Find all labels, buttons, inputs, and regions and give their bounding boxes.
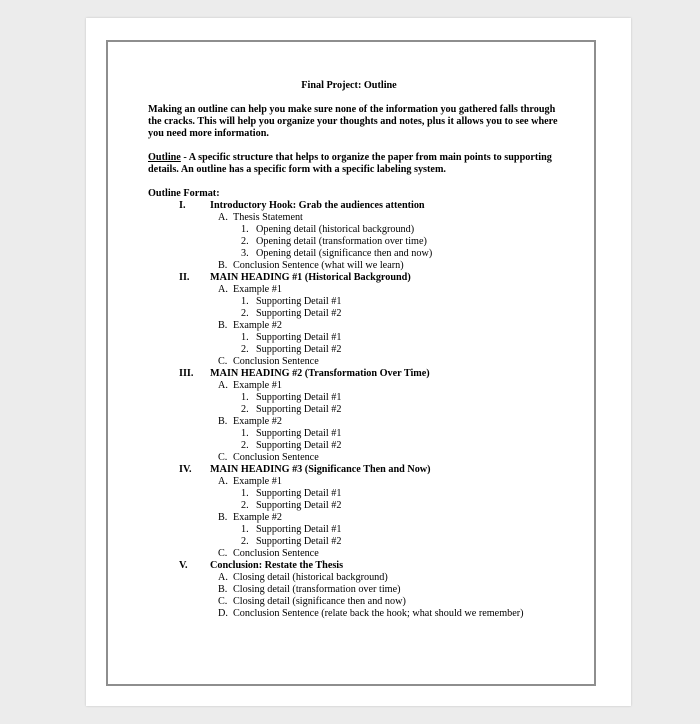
outline-item-label: A. — [218, 212, 228, 223]
outline-detail-label: 2. — [241, 404, 249, 415]
outline-detail-text: Supporting Detail #2 — [256, 536, 342, 547]
outline-section-heading-text: MAIN HEADING #3 (Significance Then and Now) — [210, 464, 431, 475]
outline-item-label: A. — [218, 476, 228, 487]
outline-detail — [148, 236, 568, 248]
outline-detail-text: Opening detail (significance then and now) — [256, 248, 433, 259]
outline-item-text: Conclusion Sentence — [233, 356, 319, 367]
outline-detail — [148, 296, 568, 308]
outline-item — [148, 452, 568, 464]
outline-detail-label: 2. — [241, 536, 249, 547]
outline-section-heading-label: III. — [179, 368, 194, 379]
outline-section-heading — [148, 272, 568, 284]
outline-section-heading — [148, 464, 568, 476]
outline-detail — [148, 404, 568, 416]
outline-item — [148, 260, 568, 272]
outline-detail-text: Supporting Detail #2 — [256, 344, 342, 355]
outline-detail — [148, 308, 568, 320]
outline-item-text: Conclusion Sentence — [233, 548, 319, 559]
intro-paragraph: Making an outline can help you make sure none of the information you gathered falls through the cracks. This will help you organize your thoughts and notes, plus it allows you to see where you need more information. — [148, 104, 558, 139]
outline-detail-label: 1. — [241, 428, 249, 439]
outline-item — [148, 476, 568, 488]
outline-item-text: Example #2 — [233, 512, 282, 523]
outline-detail-text: Supporting Detail #2 — [256, 404, 342, 415]
outline-detail-text: Supporting Detail #1 — [256, 392, 342, 403]
outline-item-label: C. — [218, 548, 228, 559]
outline-detail — [148, 248, 568, 260]
document-body — [148, 80, 568, 620]
outline-detail-label: 1. — [241, 392, 249, 403]
outline-detail-text: Supporting Detail #1 — [256, 296, 342, 307]
outline-item-text: Thesis Statement — [233, 212, 303, 223]
outline-item-text: Closing detail (historical background) — [233, 572, 388, 583]
outline-detail-text: Supporting Detail #1 — [256, 488, 342, 499]
outline-item-text: Example #1 — [233, 380, 282, 391]
definition-paragraph — [148, 152, 568, 176]
outline-section-heading-text: Conclusion: Restate the Thesis — [210, 560, 344, 571]
outline-section-heading-label: V. — [179, 560, 188, 571]
outline-format-label: Outline Format: — [148, 188, 220, 199]
outline-item-text: Example #2 — [233, 416, 282, 427]
outline-item-label: A. — [218, 284, 228, 295]
outline-detail-label: 1. — [241, 488, 249, 499]
outline-list — [148, 200, 568, 620]
outline-detail-label: 3. — [241, 248, 249, 259]
outline-detail — [148, 500, 568, 512]
outline-detail — [148, 344, 568, 356]
outline-item — [148, 212, 568, 224]
outline-detail-text: Supporting Detail #1 — [256, 332, 342, 343]
outline-detail — [148, 392, 568, 404]
outline-section-heading-text: MAIN HEADING #2 (Transformation Over Time) — [210, 368, 430, 379]
outline-detail-text: Supporting Detail #2 — [256, 440, 342, 451]
outline-detail-text: Opening detail (transformation over time) — [256, 236, 427, 247]
outline-item-text: Example #2 — [233, 320, 282, 331]
outline-section-heading — [148, 368, 568, 380]
outline-item-text: Conclusion Sentence (what will we learn) — [233, 260, 404, 271]
outline-item — [148, 416, 568, 428]
outline-item-label: D. — [218, 608, 228, 619]
outline-item-label: A. — [218, 380, 228, 391]
definition-term: Outline — [148, 152, 181, 163]
outline-item-label: A. — [218, 572, 228, 583]
outline-detail-label: 1. — [241, 224, 249, 235]
outline-item — [148, 284, 568, 296]
outline-item-text: Example #1 — [233, 476, 282, 487]
outline-detail — [148, 488, 568, 500]
document-page — [86, 18, 631, 706]
outline-detail-label: 1. — [241, 332, 249, 343]
outline-item-text: Closing detail (significance then and now) — [233, 596, 406, 607]
outline-section-heading-label: II. — [179, 272, 190, 283]
outline-item — [148, 320, 568, 332]
outline-item-label: C. — [218, 596, 228, 607]
outline-detail-label: 2. — [241, 308, 249, 319]
outline-detail-label: 2. — [241, 500, 249, 511]
outline-item — [148, 356, 568, 368]
outline-section-heading — [148, 560, 568, 572]
outline-item — [148, 572, 568, 584]
outline-detail-label: 2. — [241, 440, 249, 451]
outline-detail — [148, 440, 568, 452]
outline-item — [148, 380, 568, 392]
outline-detail — [148, 224, 568, 236]
outline-detail-text: Supporting Detail #2 — [256, 308, 342, 319]
definition-text: - A specific structure that helps to organize the paper from main points to supporting details. An outline has a specific form with a specific labeling system. — [148, 152, 552, 175]
outline-item — [148, 596, 568, 608]
outline-section-heading — [148, 200, 568, 212]
outline-detail-label: 1. — [241, 524, 249, 535]
outline-detail-label: 2. — [241, 236, 249, 247]
outline-section-heading-label: IV. — [179, 464, 192, 475]
outline-item-label: B. — [218, 260, 228, 271]
outline-item-label: B. — [218, 416, 228, 427]
outline-detail-text: Opening detail (historical background) — [256, 224, 415, 235]
outline-detail — [148, 524, 568, 536]
document-title: Final Project: Outline — [301, 80, 397, 91]
outline-detail-text: Supporting Detail #1 — [256, 524, 342, 535]
outline-item-text: Conclusion Sentence (relate back the hook; what should we remember) — [233, 608, 524, 619]
outline-item-label: B. — [218, 584, 228, 595]
outline-item — [148, 512, 568, 524]
outline-section-heading-text: Introductory Hook: Grab the audiences attention — [210, 200, 425, 211]
outline-detail-text: Supporting Detail #1 — [256, 428, 342, 439]
outline-item-label: B. — [218, 512, 228, 523]
outline-item — [148, 608, 568, 620]
outline-section-heading-text: MAIN HEADING #1 (Historical Background) — [210, 272, 411, 283]
outline-item-label: B. — [218, 320, 228, 331]
outline-detail — [148, 332, 568, 344]
outline-item — [148, 584, 568, 596]
outline-detail-label: 1. — [241, 296, 249, 307]
outline-item — [148, 548, 568, 560]
outline-item-text: Example #1 — [233, 284, 282, 295]
outline-detail-text: Supporting Detail #2 — [256, 500, 342, 511]
outline-item-label: C. — [218, 356, 228, 367]
outline-item-text: Closing detail (transformation over time) — [233, 584, 401, 595]
outline-item-label: C. — [218, 452, 228, 463]
outline-section-heading-label: I. — [179, 200, 186, 211]
outline-detail — [148, 428, 568, 440]
outline-detail-label: 2. — [241, 344, 249, 355]
outline-item-text: Conclusion Sentence — [233, 452, 319, 463]
outline-detail — [148, 536, 568, 548]
